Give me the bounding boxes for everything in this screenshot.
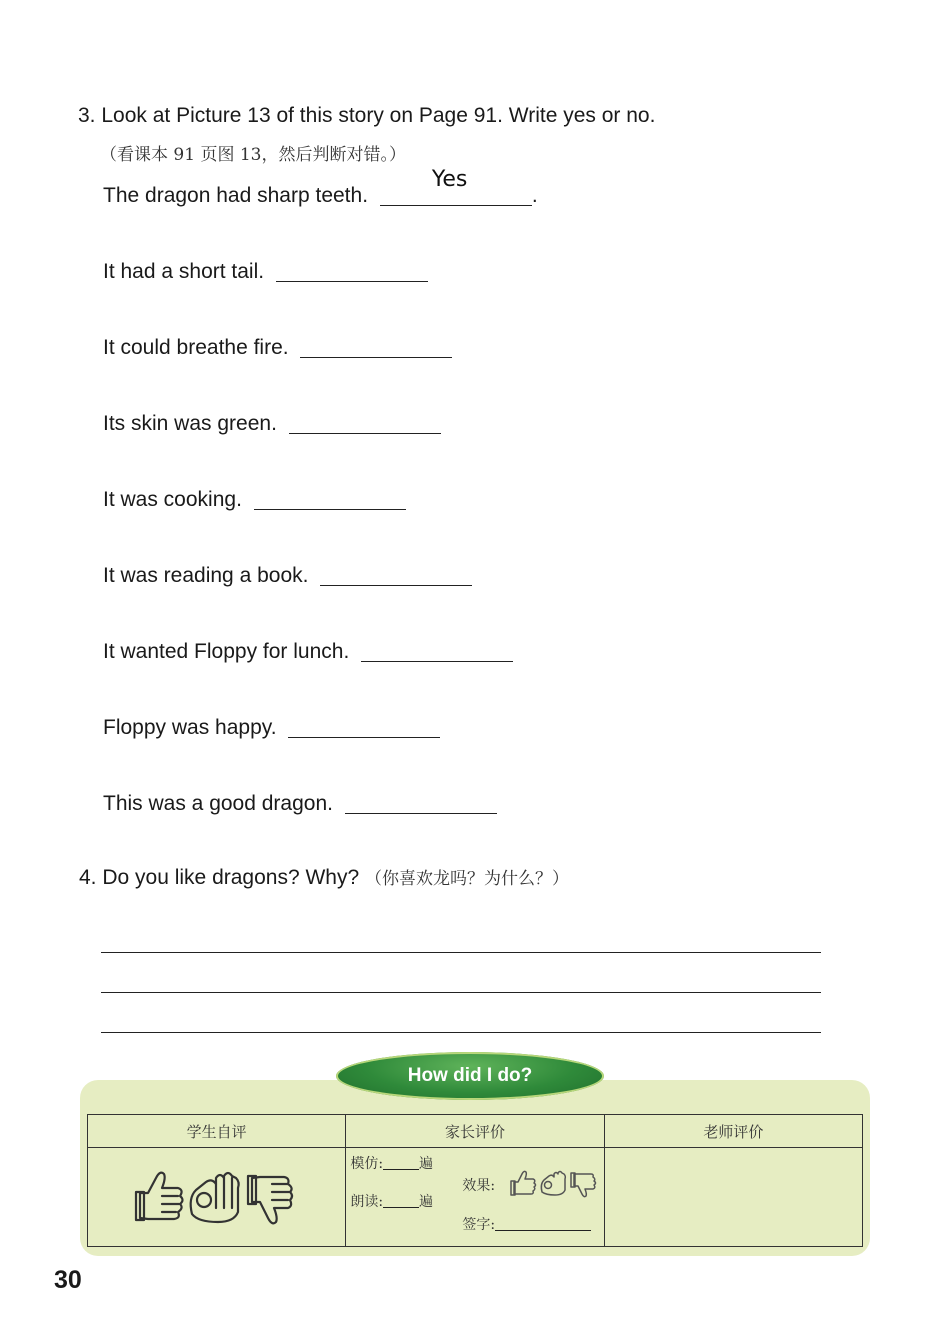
read-count-blank[interactable] (383, 1193, 419, 1208)
sign-row (462, 1214, 591, 1234)
effect-label: 效果: (462, 1178, 496, 1194)
statement-8 (103, 715, 440, 740)
statement-2 (103, 259, 428, 284)
teacher-evaluation-cell[interactable] (604, 1148, 862, 1247)
writing-line-2[interactable] (101, 992, 821, 993)
self-evaluation-cell (88, 1148, 346, 1247)
answer-blank[interactable] (289, 411, 441, 434)
statement-text: It was cooking. (103, 488, 242, 511)
statement-suffix: . (531, 184, 538, 207)
ok-hand-icon[interactable] (542, 1172, 566, 1196)
header-self-evaluation: 学生自评 (88, 1115, 346, 1148)
sign-label: 签字: (462, 1217, 496, 1233)
statement-9 (103, 791, 497, 816)
thumbs-down-icon[interactable] (248, 1176, 292, 1223)
imitate-count-blank[interactable] (383, 1155, 419, 1170)
thumbs-up-icon[interactable] (136, 1173, 183, 1220)
sign-blank[interactable] (495, 1216, 591, 1231)
answer-blank[interactable] (254, 487, 406, 510)
answer-blank[interactable] (361, 639, 513, 662)
question-4-title (79, 864, 569, 890)
statement-1 (103, 167, 538, 208)
statement-3 (103, 335, 452, 360)
read-unit: 遍 (419, 1194, 434, 1210)
statement-text: It wanted Floppy for lunch. (103, 640, 350, 663)
answer-blank[interactable] (300, 335, 452, 358)
header-parent-evaluation: 家长评价 (346, 1115, 604, 1148)
writing-line-1[interactable] (101, 952, 821, 953)
statement-4 (103, 411, 441, 436)
answer-blank[interactable] (320, 563, 472, 586)
answer-blank[interactable] (380, 167, 532, 206)
parent-evaluation-cell (346, 1148, 604, 1247)
answer-text: Yes (431, 167, 468, 192)
self-evaluation-icons (88, 1148, 346, 1244)
question-4-text: 4. Do you like dragons? Why? (79, 866, 360, 889)
statement-text: It had a short tail. (103, 260, 265, 283)
statement-7 (103, 639, 513, 664)
statement-text: It was reading a book. (103, 564, 309, 587)
thumbs-up-icon[interactable] (511, 1171, 536, 1195)
read-row (350, 1191, 433, 1211)
page-number: 30 (54, 1266, 82, 1294)
evaluation-table (87, 1114, 863, 1247)
imitate-unit: 遍 (419, 1156, 434, 1172)
imitate-label: 模仿: (350, 1156, 384, 1172)
read-label: 朗读: (350, 1194, 384, 1210)
effect-icons (506, 1164, 606, 1204)
statement-6 (103, 563, 472, 588)
question-4-subtitle: （你喜欢龙吗？为什么？） (365, 869, 569, 889)
how-did-i-do-badge: How did I do? (336, 1052, 604, 1100)
statement-5 (103, 487, 406, 512)
question-3-subtitle: （看课本 91 页图 13，然后判断对错。） (100, 145, 406, 165)
statement-text: The dragon had sharp teeth. (103, 184, 369, 207)
effect-row (462, 1175, 495, 1195)
statement-text: Its skin was green. (103, 412, 277, 435)
answer-blank[interactable] (288, 715, 440, 738)
statement-text: It could breathe fire. (103, 336, 289, 359)
thumbs-down-icon[interactable] (571, 1173, 596, 1197)
header-teacher-evaluation: 老师评价 (604, 1115, 862, 1148)
statement-text: Floppy was happy. (103, 716, 277, 739)
ok-hand-icon[interactable] (191, 1173, 239, 1222)
writing-line-3[interactable] (101, 1032, 821, 1033)
imitate-row (350, 1153, 433, 1173)
question-3-title: 3. Look at Picture 13 of this story on Page 91. Write yes or no. (78, 104, 656, 127)
statement-text: This was a good dragon. (103, 792, 333, 815)
answer-blank[interactable] (345, 791, 497, 814)
answer-blank[interactable] (276, 259, 428, 282)
